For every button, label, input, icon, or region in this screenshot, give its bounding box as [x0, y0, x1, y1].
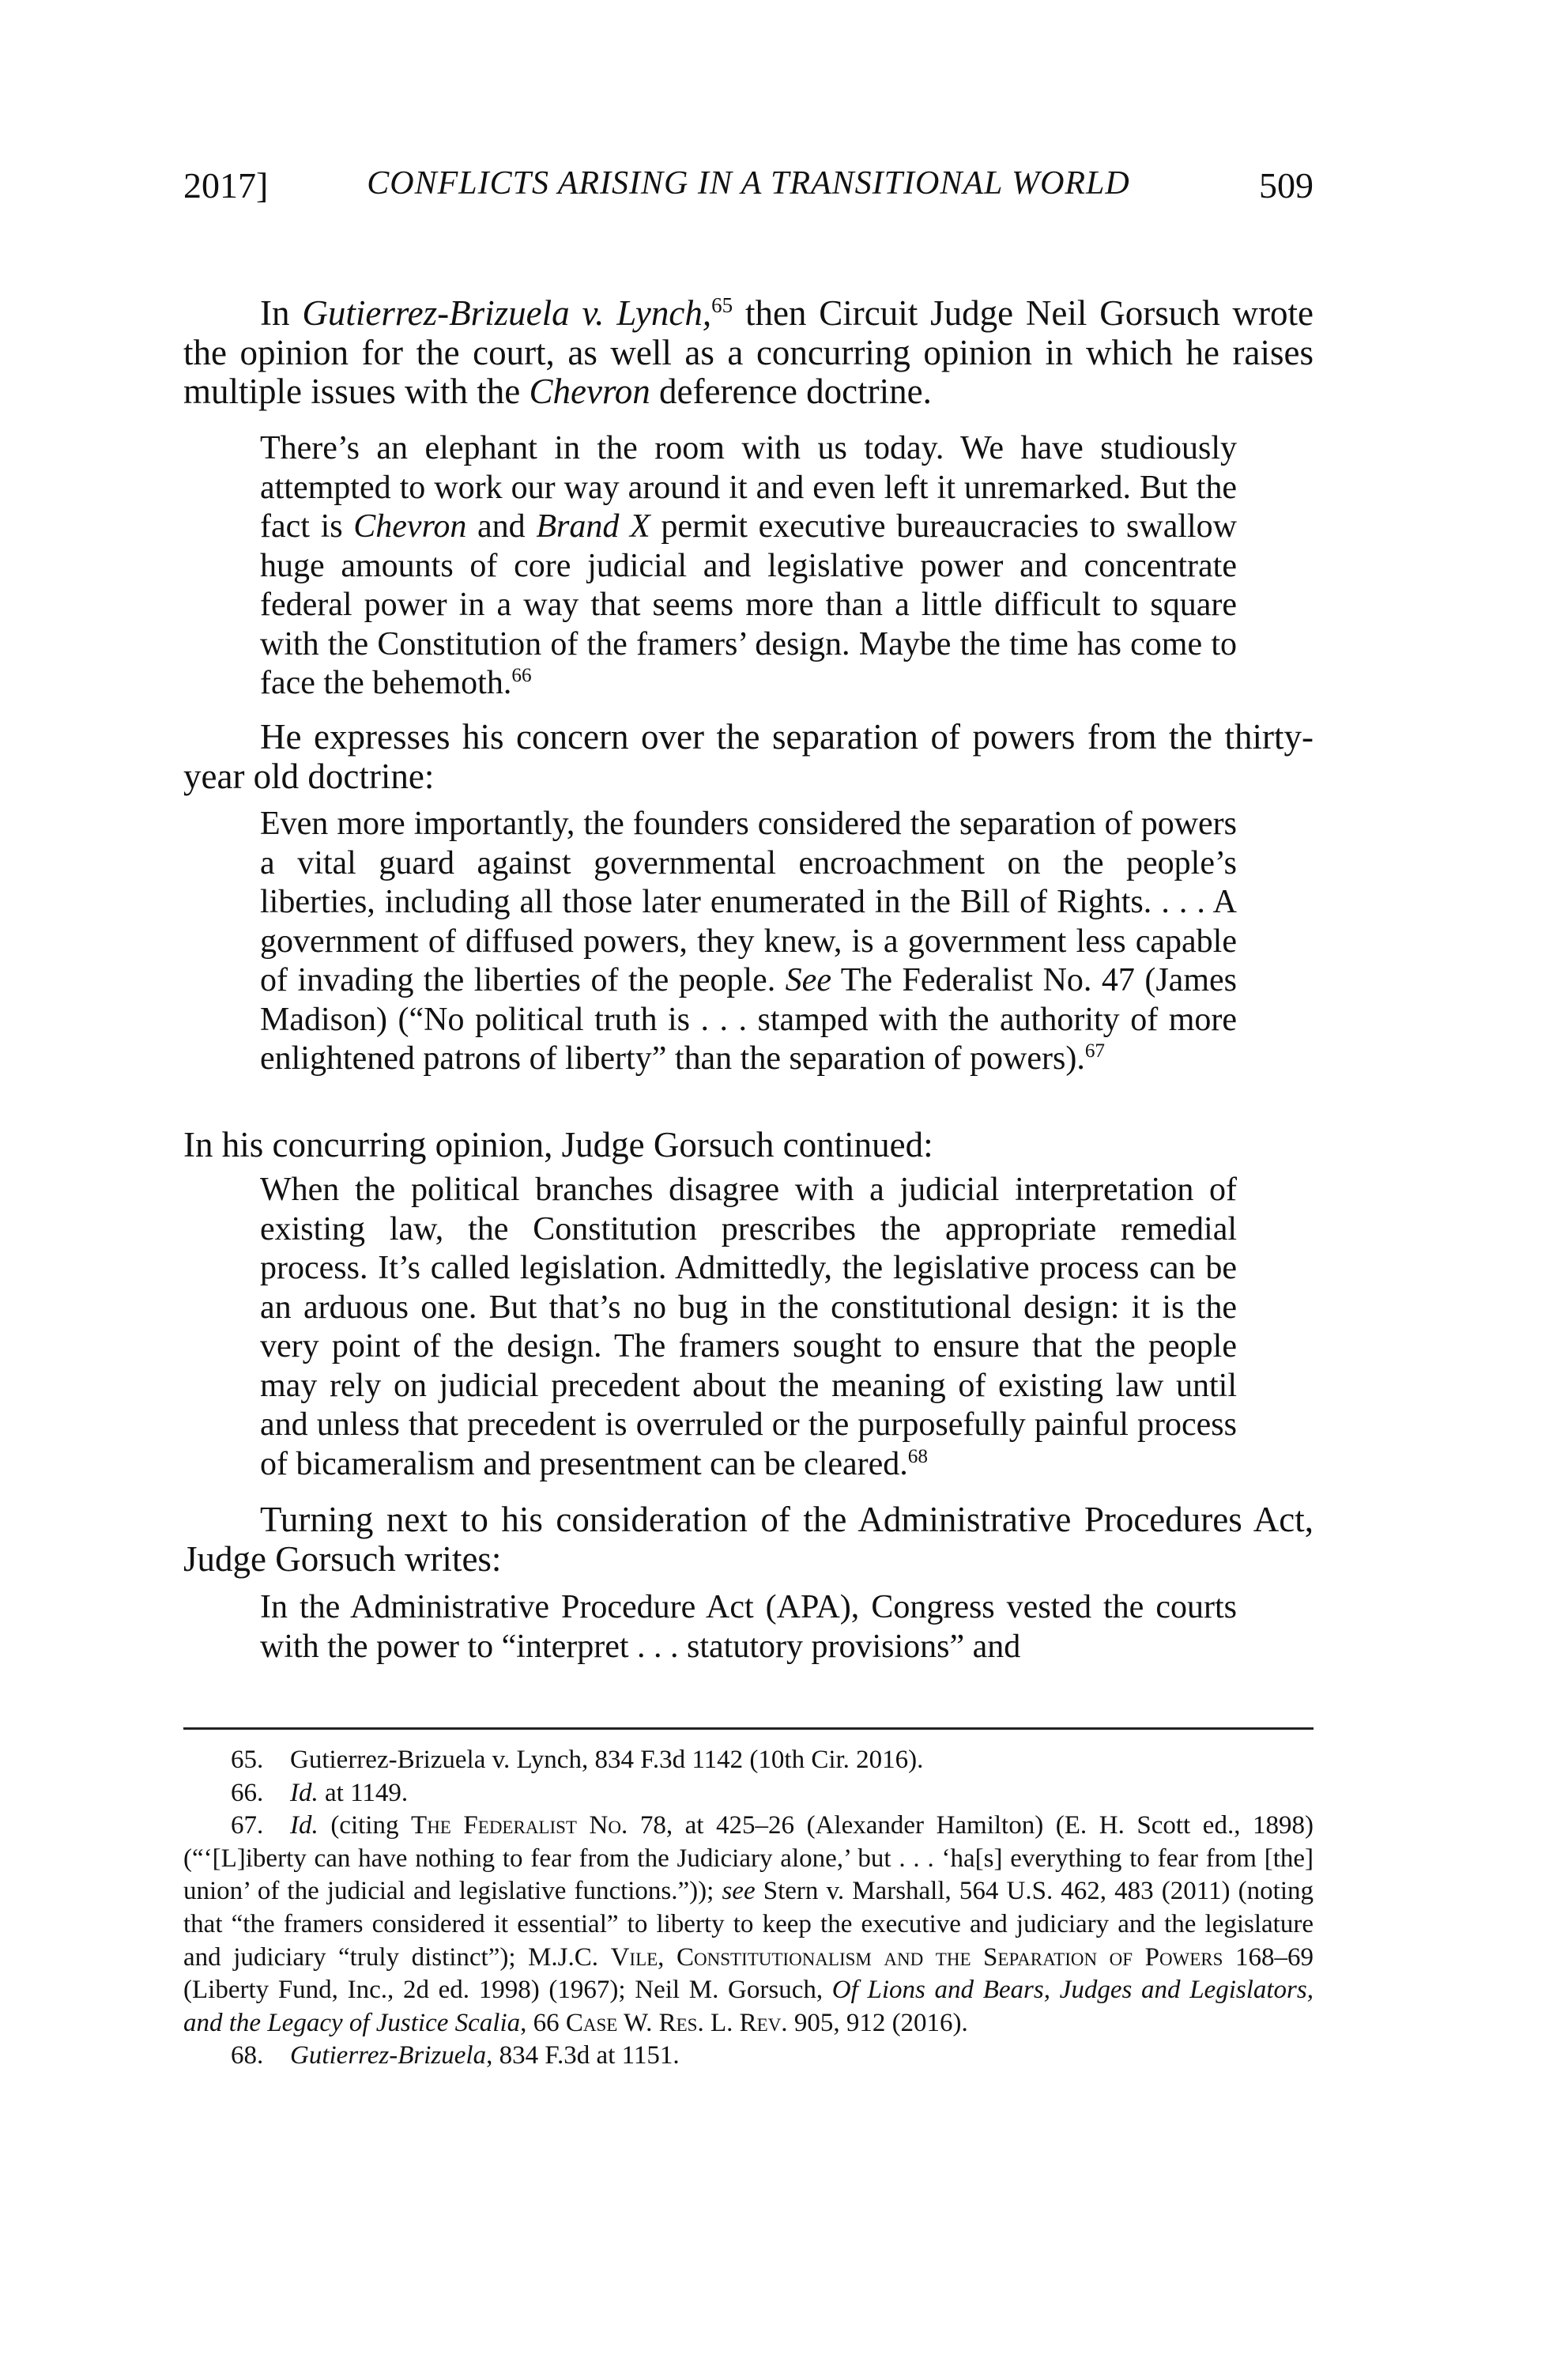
footnote-65 [183, 1744, 1314, 1777]
text: deference doctrine. [650, 372, 932, 411]
signal: See [785, 962, 831, 998]
footnote-ref-68: 68 [907, 1445, 928, 1467]
footnote-text: , 834 F.3d at 1151. [486, 2041, 680, 2070]
block-quote-3 [260, 1171, 1237, 1484]
footnote-text: at 1149. [318, 1778, 409, 1807]
text: and [466, 508, 537, 545]
footnote-divider [183, 1727, 1314, 1730]
body-paragraph-2 [183, 718, 1314, 796]
block-quote-2 [260, 805, 1237, 1079]
text: Turning next to his consideration of the Administrative Procedures Act, Judge Gorsuch writes: [183, 1500, 1314, 1579]
text: In his concurring opinion, Judge Gorsuch continued: [183, 1125, 933, 1164]
footnote-ref-66: 66 [511, 665, 532, 686]
running-title: CONFLICTS ARISING IN A TRANSITIONAL WORLD [367, 165, 1130, 202]
article-title: Of Lions and Bears, Judges and Legislators, and the Legacy of Justice Scalia [183, 1976, 1314, 2037]
case-name: Chevron [353, 508, 467, 545]
footnote-text: Stern v. Marshall, 564 U.S. 462, 483 (2011) (noting that “the framers considered it essential” to liberty to keep the executive and judiciary and the legislature and judiciary “truly distinct”); M.J.C. [183, 1877, 1314, 1972]
footnote-ref-65: 65 [711, 293, 733, 317]
body-paragraph-1 [183, 294, 1314, 412]
footnote-number: 67. [231, 1811, 264, 1840]
block-quote-4 [260, 1588, 1237, 1666]
footnote-text: 168–69 (Liberty Fund, Inc., 2d ed. 1998) (1967); Neil M. Gorsuch, [183, 1942, 1314, 2005]
text: When the political branches disagree with a judicial interpretation of existing law, the Constitution prescribes the appropriate remedial process. It’s called legislation. Admittedly, the legislative process can be an arduous one. But that’s no bug in the constitutional design: it is the very point of the design. The framers sought to ensure that the people may rely on judicial precedent about the meaning of existing law until and unless that precedent is overruled or the purposefully painful process of bicameralism and presentment can be cleared. [260, 1172, 1237, 1482]
footnote-text: (citing [318, 1811, 412, 1840]
text: In the Administrative Procedure Act (APA), Congress vested the courts with the power to “interpret . . . statutory provisions” and [260, 1589, 1237, 1665]
text: In [260, 293, 303, 333]
volume-year: 2017] [183, 165, 269, 206]
source-title: Vile, Constitutionalism and the Separation of Powers [610, 1942, 1223, 1972]
footnote-text: 905, 912 (2016). [787, 2008, 968, 2037]
footnote-68 [183, 2040, 1314, 2073]
footnote-number: 65. [231, 1746, 264, 1774]
case-name: Brand X [536, 508, 650, 545]
text: permit executive bureaucracies to swallow huge amounts of core judicial and legislative power and concentrate federal power in a way that seems more than a little difficult to square with the Constitution of the framers’ design. Maybe the time has come to face the behemoth. [260, 508, 1238, 701]
footnote-number: 68. [231, 2041, 264, 2070]
case-name: Gutierrez-Brizuela v. Lynch, [302, 293, 712, 333]
case-name: Gutierrez-Brizuela [290, 2041, 487, 2070]
journal-name: Case W. Res. L. Rev. [565, 2008, 788, 2037]
case-name: Chevron [529, 372, 650, 411]
signal: see [722, 1877, 756, 1906]
footnote-number: 66. [231, 1778, 264, 1807]
source-title: The Federalist No. [411, 1811, 628, 1840]
text: There’s an elephant in the room with us today. We have studiously attempted to work our way around it and even left it unremarked. But the fact is [260, 430, 1237, 545]
block-quote-1 [260, 429, 1237, 704]
footnote-67 [183, 1810, 1314, 2040]
running-header [183, 164, 1314, 212]
body-paragraph-4 [183, 1500, 1314, 1579]
footnote-text: Gutierrez-Brizuela v. Lynch, 834 F.3d 1142 (10th Cir. 2016). [290, 1746, 924, 1774]
body-paragraph-3 [183, 1126, 1314, 1165]
signal: Id. [290, 1811, 318, 1840]
text: then Circuit Judge Neil Gorsuch wrote the opinion for the court, as well as a concurring opinion in which he raises multiple issues with the [183, 293, 1314, 411]
footnotes [183, 1744, 1314, 2073]
footnote-text: , 66 [520, 2008, 566, 2037]
footnote-text: 78, at 425–26 (Alexander Hamilton) (E. H. Scott ed., 1898) (“‘[L]iberty can have nothing to fear from the Judiciary alone,’ but . . . ‘ha[s] everything to fear from [the] union’ of the judicial and legislative functions.”)); [183, 1811, 1314, 1906]
page-number: 509 [1259, 165, 1314, 206]
text: The Federalist No. 47 (James Madison) (“No political truth is . . . stamped with the authority of more enlightened patrons of liberty” than the separation of powers). [260, 962, 1237, 1077]
text: He expresses his concern over the separation of powers from the thirty-year old doctrine: [183, 717, 1314, 796]
text: Even more importantly, the founders considered the separation of powers a vital guard against governmental encroachment on the people’s liberties, including all those later enumerated in the Bill of Rights. . . . A government of diffused powers, they knew, is a government less capable of invading the liberties of the people. [260, 806, 1237, 998]
signal: Id. [290, 1778, 318, 1807]
footnote-ref-67: 67 [1084, 1040, 1106, 1062]
footnote-66 [183, 1777, 1314, 1810]
